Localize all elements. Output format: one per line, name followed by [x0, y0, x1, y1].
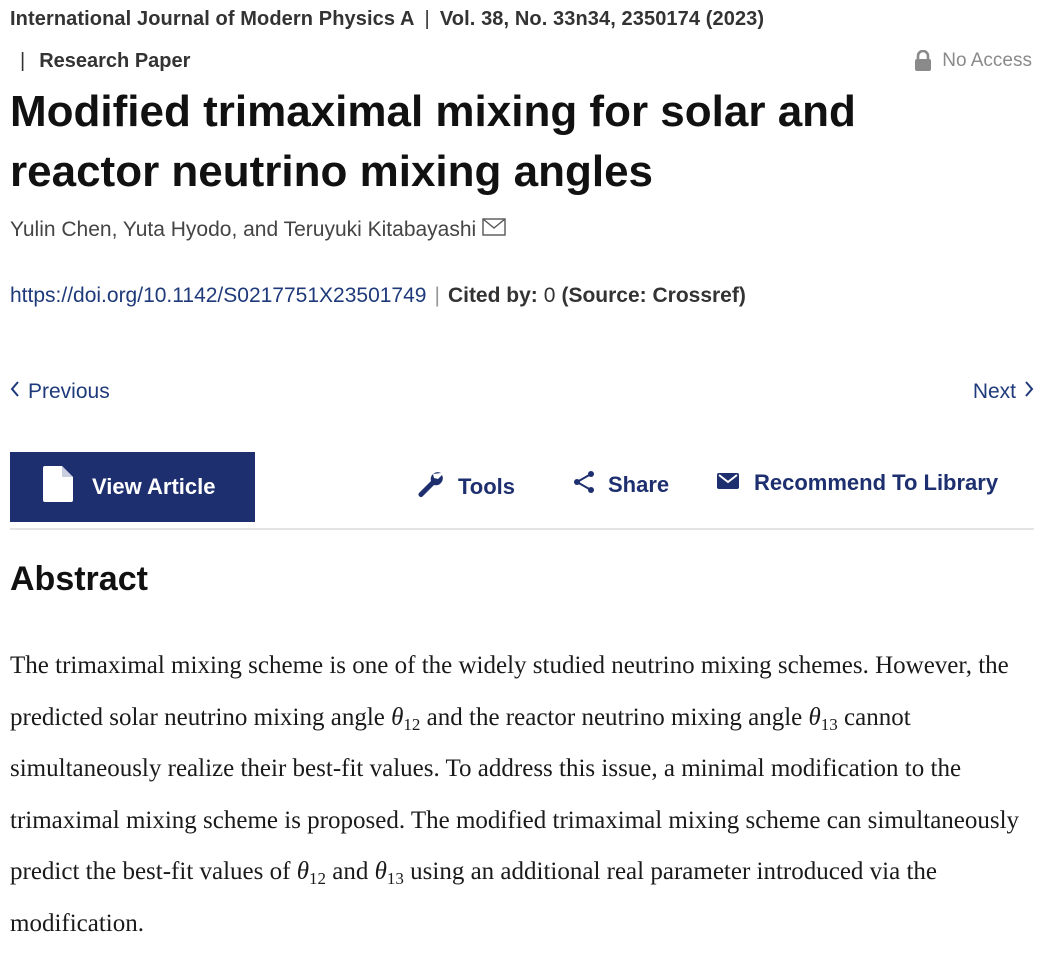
previous-article-link[interactable]: [10, 380, 110, 404]
recommend-to-library-button[interactable]: [716, 470, 998, 496]
next-article-link[interactable]: [973, 380, 1034, 404]
cited-by-count: 0: [543, 284, 556, 307]
theta-12-symbol: $\theta_{12}$: [296, 858, 326, 888]
abstract-body: [10, 640, 1040, 949]
theta-12-symbol: $\theta_{12}$: [391, 703, 421, 734]
article-toolbar: [10, 452, 1034, 530]
article-title: Modified trimaximal mixing for solar and reactor neutrino mixing angles: [10, 87, 856, 196]
share-button[interactable]: [572, 470, 669, 500]
doi-citation-line: [10, 284, 746, 308]
access-status: [914, 50, 1032, 72]
authors-text[interactable]: Yulin Chen, Yuta Hyodo, and Teruyuki Kitabayashi: [10, 218, 477, 241]
article-type-bar: |: [20, 50, 26, 72]
cited-by-source: (Source: Crossref): [561, 284, 746, 307]
volume-info[interactable]: Vol. 38, No. 33n34, 2350174 (2023): [439, 8, 765, 30]
article-type-label: Research Paper: [39, 50, 191, 72]
theta-13-symbol: $\theta_{13}$: [808, 703, 838, 734]
abstract-part-3: cannot simultaneously realize their best-fit values. To address this issue, a minimal modification to the trimaximal mixing scheme is proposed. The modified trimaximal mixing scheme can simultaneously predict the best-fit values of: [10, 703, 1020, 885]
document-icon: [42, 465, 74, 509]
doi-link[interactable]: https://doi.org/10.1142/S0217751X23501749: [10, 284, 427, 307]
envelope-icon[interactable]: [482, 218, 506, 242]
abstract-part-2: and the reactor neutrino mixing angle: [420, 703, 809, 731]
share-label: Share: [608, 472, 670, 497]
wrench-icon: [416, 470, 444, 504]
next-label: Next: [972, 380, 1016, 403]
journal-citation: [10, 8, 764, 31]
view-article-button[interactable]: [10, 452, 255, 522]
cited-by-label: Cited by:: [447, 284, 538, 307]
view-article-label: View Article: [92, 474, 216, 499]
journal-name[interactable]: International Journal of Modern Physics A: [10, 8, 415, 30]
abstract-part-1: The trimaximal mixing scheme is one of the widely studied neutrino mixing schemes. However, the predicted solar neutrino mixing angle: [10, 652, 1009, 731]
tools-label: Tools: [458, 474, 516, 499]
chevron-left-icon: [10, 380, 20, 404]
doi-separator: |: [434, 284, 440, 307]
citation-separator: |: [424, 8, 430, 30]
previous-label: Previous: [28, 380, 110, 403]
abstract-part-5: using an additional real parameter introduced via the modification.: [10, 858, 938, 937]
chevron-right-icon: [1024, 380, 1034, 404]
theta-13-symbol: $\theta_{13}$: [374, 858, 404, 888]
share-icon: [572, 470, 596, 500]
mail-icon: [716, 470, 740, 496]
recommend-label: Recommend To Library: [754, 470, 999, 495]
author-list: [10, 218, 506, 242]
abstract-heading: Abstract: [10, 560, 148, 598]
lock-icon: [914, 50, 932, 72]
access-label: No Access: [942, 50, 1032, 71]
tools-button[interactable]: [416, 470, 515, 504]
article-type: [20, 50, 190, 73]
abstract-part-4: and: [326, 858, 375, 885]
